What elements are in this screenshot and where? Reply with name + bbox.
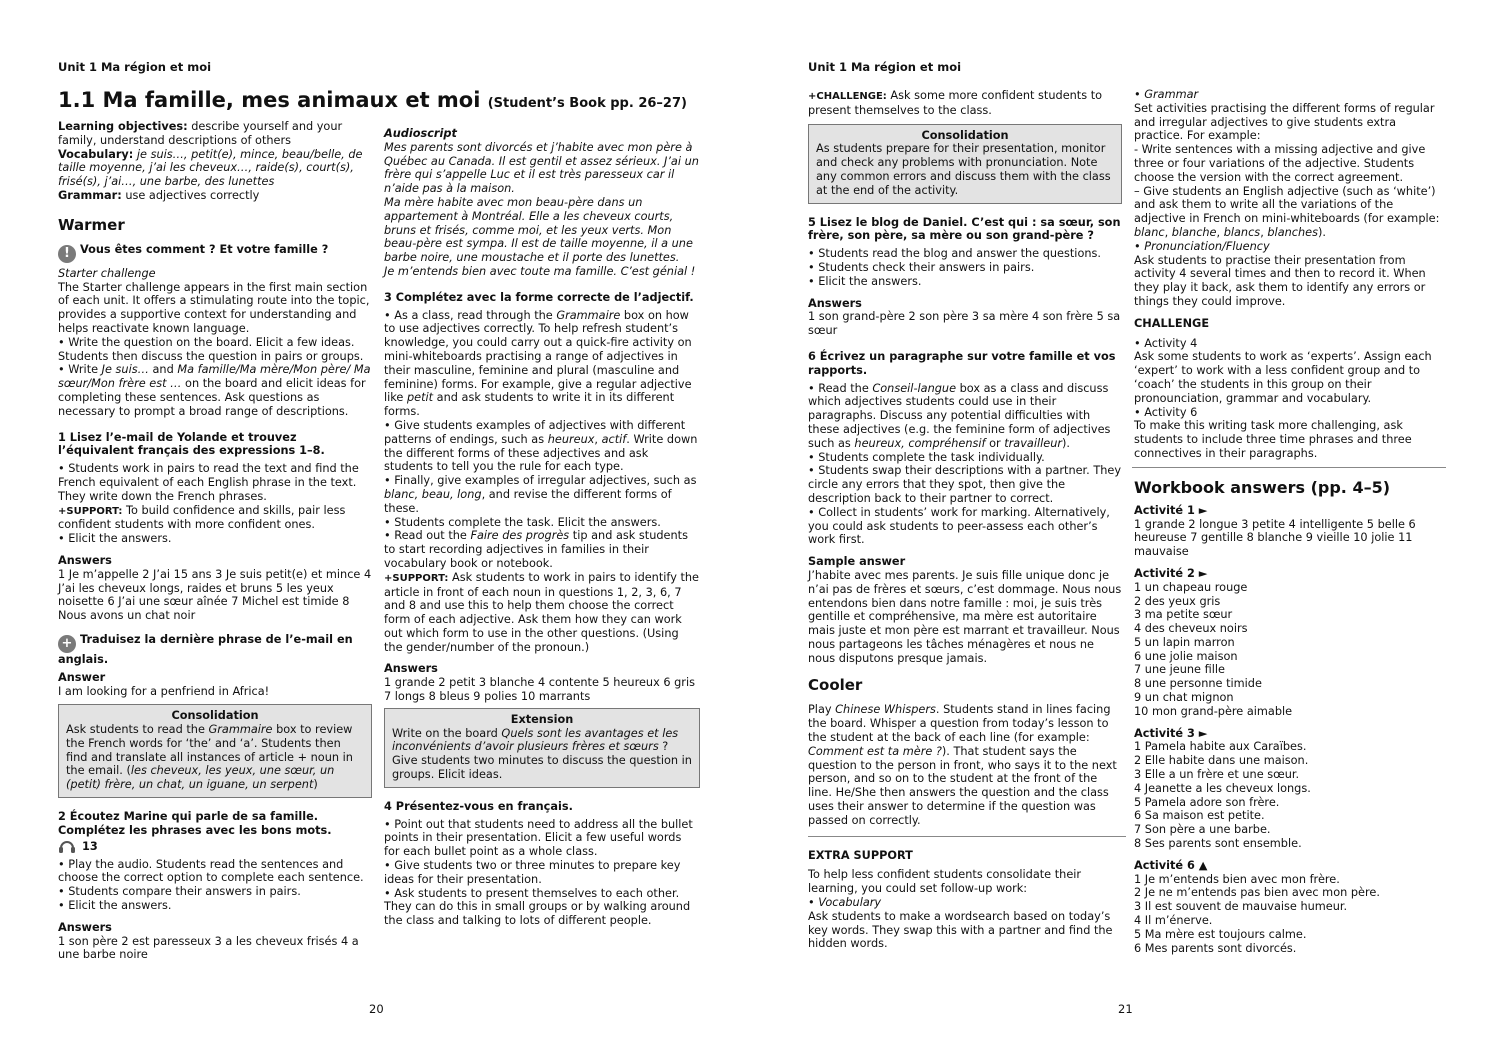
- page-number-left: 20: [369, 1002, 384, 1016]
- column-2: Audioscript Mes parents sont divorcés et j’habite avec mon père à Québec au Canada. Il est gentil et assez sérieux. J’ai un frère qui s’appelle Luc et il est très paresseux car il n’aide pas à la maison. Ma mère habite avec mon beau-père dans un appartement à Montréal. Elle a les cheveux courts, bruns et frisés, comme moi, et les yeux verts. Mon beau-père est sympa. Il est de taille moyenne, il a une barbe noire, une moustache et il porte des lunettes. Je m’entends bien avec toute ma famille. C’est génial ! 3 Complétez avec la forme correcte de l’adjectif. • As a class, read through the Grammaire box on how to use adjectives correctly. To help refresh student’s knowledge, you could carry out a quick-fire activity on mini-whiteboards practising a range of adjectives in their masculine, feminine and plural (masculine and feminine) forms. For example, give a regular adjective like petit and ask students to write it in its different forms. • Give students examples of adjectives with different patterns of endings, such as heureux, actif. Write down the different forms of these adjectives and ask students to tell you the rule for each type. • Finally, give examples of irregular adjectives, such as blanc, beau, long, and revise the different forms of these. • Students complete the task. Elicit the answers. • Read out the Faire des progrès tip and ask students to start recording adjectives in families in their vocabulary book or notebook. +SUPPORT: Ask students to work in pairs to identify the article in front of each noun in questions 1, 2, 3, 6, 7 and 8 and use this to help them choose the correct form of each adjective. Ask them how they can work out which form to use in the other questions. (Using the gender/number of the pronoun.) Answers 1 grande 2 petit 3 blanche 4 contente 5 heureux 6 gris 7 longs 8 bleus 9 polies 10 marrants Extension Write on the board Quels sont les avantages et les inconvénients d’avoir plusieurs frères et sœurs ? Give students two minutes to discuss the question in groups. Elicit ideas. 4 Présentez-vous en français. • Point out that students need to address all the bullet points in their presentation. Elicit a few useful words for each bullet point as a whole class. • Give students two or three minutes to prepare key ideas for their presentation. • Ask students to present themselves to each other. They can do this in small groups or by walking around the class and talking to lots of different people.: [384, 127, 700, 928]
- list-item: 3 Elle a un frère et une sœur.: [1134, 768, 1300, 782]
- exercise-1-answers: 1 Je m’appelle 2 J’ai 15 ans 3 Je suis petit(e) et mince 4 J’ai les cheveux longs, raides et bruns 5 les yeux noisette 6 J’ai une sœur aînée 7 Michel est timide 8 Nous avons un chat noir: [58, 567, 372, 623]
- activity-3-list: [1134, 740, 1446, 850]
- list-item: 4 Jeanette a les cheveux longs.: [1134, 781, 1311, 795]
- list-item: 4 des cheveux noirs: [1134, 622, 1248, 636]
- list-item: 2 Je ne m’entends pas bien avec mon père.: [1134, 886, 1380, 900]
- sample-answer: J’habite avec mes parents. Je suis fille unique donc je n’ai pas de frères et sœurs, c’est dommage. Nous nous entendons bien dans notre famille : moi, je suis très gentille et compréhensive, ma mère est autoritaire mais juste et mon père est marrant et travailleur. Nous nous partageons les tâches ménagères et nous ne nous disputons presque jamais.: [808, 568, 1122, 665]
- activity-1-answers: 1 grande 2 longue 3 petite 4 intelligente 5 belle 6 heureuse 7 gentille 8 blanche 9 vieille 10 jolie 11 mauvaise: [1134, 517, 1416, 559]
- plus-circle-icon: +: [58, 635, 76, 653]
- list-item: 6 Sa maison est petite.: [1134, 809, 1265, 823]
- cooler-heading: Cooler: [808, 676, 863, 695]
- page-title: 1.1 Ma famille, mes animaux et moi (Student’s Book pp. 26–27): [58, 88, 687, 112]
- exercise-5-title: 5 Lisez le blog de Daniel. C’est qui : sa sœur, son frère, son père, sa mère ou son grand-père ?: [808, 215, 1121, 243]
- list-item: 3 Il est souvent de mauvaise humeur.: [1134, 900, 1348, 914]
- list-item: 5 un lapin marron: [1134, 635, 1235, 649]
- list-item: 4 Il m’énerve.: [1134, 914, 1213, 928]
- translate-title: + Traduisez la dernière phrase de l’e-mail en anglais.: [58, 632, 353, 666]
- list-item: 6 Mes parents sont divorcés.: [1134, 941, 1297, 955]
- list-item: 2 Elle habite dans une maison.: [1134, 754, 1309, 768]
- list-item: 8 une personne timide: [1134, 677, 1262, 691]
- column-1: Learning objectives: describe yourself and your family, understand descriptions of others Vocabulary: je suis…, petit(e), mince, beau/belle, de taille moyenne, j’ai les cheveux…, raide(s), court(s), frisé(s), j’ai…, une barbe, des lunettes Grammar: use adjectives correctly Warmer ! Vous êtes comment ? Et votre famille ? Starter challenge The Starter challenge appears in the first main section of each unit. It offers a stimulating route into the topic, provides a supportive context for understanding and helps reactivate known language. • Write the question on the board. Elicit a few ideas. Students then discuss the question in pairs or groups. • Write Je suis… and Ma famille/Ma mère/Mon père/ Ma sœur/Mon frère est … on the board and elicit ideas for completing these sentences. Ask questions as necessary to prompt a broad range of descriptions. 1 Lisez l’e-mail de Yolande et trouvez l’équivalent français des expressions 1–8. • Students work in pairs to read the text and find the French equivalent of each English phrase in the text. They write down the French phrases. +SUPPORT: To build confidence and skills, pair less confident students with more confident ones. • Elicit the answers. Answers 1 Je m’appelle 2 J’ai 15 ans 3 Je suis petit(e) et mince 4 J’ai les cheveux longs, raides et bruns 5 les yeux noisette 6 J’ai une sœur aînée 7 Michel est timide 8 Nous avons un chat noir + Traduisez la dernière phrase de l’e-mail en anglais. Answer I am looking for a penfriend in Africa! Consolidation Ask students to read the Grammaire box to review the French words for ‘the’ and ‘a’. Students then find and translate all instances of article + noun in the email. (les cheveux, les yeux, une sœur, un (petit) frère, un chat, un iguane, un serpent) 2 Écoutez Marine qui parle de sa famille. Complétez les phrases avec les bons mots. 13 • Play the audio. Students read the sentences and choose the correct option to complete each sentence. • Students compare their answers in pairs. • Elicit the answers. Answers 1 son père 2 est paresseux 3 a les cheveux frisés 4 a une barbe noire: [58, 120, 372, 962]
- activity-6-list: [1134, 873, 1446, 956]
- list-item: 7 Son père a une barbe.: [1134, 823, 1271, 837]
- list-item: 6 une jolie maison: [1134, 649, 1238, 663]
- extra-support-heading: EXTRA SUPPORT: [808, 848, 913, 862]
- list-item: 1 un chapeau rouge: [1134, 580, 1248, 594]
- list-item: 3 ma petite sœur: [1134, 608, 1233, 622]
- exercise-1-title: 1 Lisez l’e-mail de Yolande et trouvez l’équivalent français des expressions 1–8.: [58, 430, 325, 458]
- list-item: 7 une jeune fille: [1134, 663, 1225, 677]
- consolidation-box: Consolidation Ask students to read the Grammaire box to review the French words for ‘the’ and ‘a’. Students then find and translate all instances of article + noun in the email. (les cheveux, les yeux, une sœur, un (petit) frère, un chat, un iguane, un serpent): [58, 704, 372, 798]
- workbook-heading: Workbook answers (pp. 4–5): [1134, 477, 1391, 497]
- exercise-2-answers: 1 son père 2 est paresseux 3 a les cheveux frisés 4 a une barbe noire: [58, 934, 359, 962]
- list-item: 5 Ma mère est toujours calme.: [1134, 927, 1307, 941]
- page-number-right: 21: [1118, 1002, 1133, 1016]
- activity-2-list: [1134, 581, 1446, 719]
- unit-header-right: Unit 1 Ma région et moi: [808, 60, 962, 74]
- column-4: • Grammar Set activities practising the different forms of regular and irregular adjectives to give students extra practice. For example: - Write sentences with a missing adjective and give three or four variations of the adjective. Students choose the version with the correct agreement. – Give students an English adjective (such as ‘white’) and ask them to write all the variations of the adjective in French on mini-whiteboards (for example: blanc, blanche, blancs, blanches). • Pronunciation/Fluency Ask students to practise their presentation from activity 4 several times and then to record it. When they play it back, ask them to identify any errors or things they could improve. CHALLENGE • Activity 4 Ask some students to work as ‘experts’. Assign each ‘expert’ to work with a less confident group and to ‘coach’ the students in this group on their pronounciation, grammar and vocabulary. • Activity 6 To make this writing task more challenging, ask students to include three time phrases and three connectives in their paragraphs. Workbook answers (pp. 4–5) Activité 1 ► 1 grande 2 longue 3 petite 4 intelligente 5 belle 6 heureuse 7 gentille 8 blanche 9 vieille 10 jolie 11 mauvaise Activité 2 ► 1 un chapeau rouge 2 des yeux gris 3 ma petite sœur 4 des cheveux noirs 5 un lapin marron 6 une jolie maison 7 une jeune fille 8 une personne timide 9 un chat mignon 10 mon grand-père aimable Activité 3 ► 1 Pamela habite aux Caraïbes. 2 Elle habite dans une maison. 3 Elle a un frère et une sœur. 4 Jeanette a les cheveux longs. 5 Pamela adore son frère. 6 Sa maison est petite. 7 Son père a une barbe. 8 Ses parents sont ensemble. Activité 6 ▲ 1 Je m’entends bien avec mon frère. 2 Je ne m’entends pas bien avec mon père. 3 Il est souvent de mauvaise humeur. 4 Il m’énerve. 5 Ma mère est toujours calme. 6 Mes parents sont divorcés.: [1134, 88, 1446, 955]
- list-item: 2 des yeux gris: [1134, 594, 1221, 608]
- exercise-5-answers: 1 son grand-père 2 son père 3 sa mère 4 son frère 5 sa sœur: [808, 310, 1121, 338]
- list-item: 1 Pamela habite aux Caraïbes.: [1134, 740, 1307, 754]
- list-item: 10 mon grand-père aimable: [1134, 704, 1293, 718]
- exercise-2-title: 2 Écoutez Marine qui parle de sa famille. Complétez les phrases avec les bons mots.: [58, 810, 332, 837]
- list-item: 1 Je m’entends bien avec mon frère.: [1134, 872, 1340, 886]
- list-item: 9 un chat mignon: [1134, 691, 1234, 705]
- consolidation-box-2: Consolidation As students prepare for their presentation, monitor and check any problems with pronunciation. Note any common errors and discuss them with the class at the end of the activity.: [808, 124, 1122, 204]
- exercise-4-title: 4 Présentez-vous en français.: [384, 799, 573, 813]
- column-3: +CHALLENGE: Ask some more confident students to present themselves to the class. Consolidation As students prepare for their presentation, monitor and check any problems with pronunciation. Note any common errors and discuss them with the class at the end of the activity. 5 Lisez le blog de Daniel. C’est qui : sa sœur, son frère, son père, sa mère ou son grand-père ? • Students read the blog and answer the questions. • Students check their answers in pairs. • Elicit the answers. Answers 1 son grand-père 2 son père 3 sa mère 4 son frère 5 sa sœur 6 Écrivez un paragraphe sur votre famille et vos rapports. • Read the Conseil-langue box as a class and discuss which adjectives students could use in their paragraphs. Discuss any potential difficulties with these adjectives (e.g. the feminine form of adjectives such as heureux, compréhensif or travailleur). • Students complete the task individually. • Students swap their descriptions with a partner. They circle any errors that they spot, then give the description back to their partner to correct. • Collect in students’ work for marking. Alternatively, you could ask students to peer-assess each other’s work first. Sample answer J’habite avec mes parents. Je suis fille unique donc je n’ai pas de frères et sœurs, c’est dommage. Nous nous entendons bien dans notre famille : moi, je suis très gentille et compréhensive, ma mère est autoritaire mais juste et mon père est marrant et travailleur. Nous nous partageons les tâches ménagères et nous ne nous disputons presque jamais. Cooler Play Chinese Whispers. Students stand in lines facing the board. Whisper a question from today’s lesson to the student at the back of each line (for example: Comment est ta mère ?). That student says the question to the person in front, who says it to the next person, and so on to the student at the front of the line. He/She then answers the question and the class uses their answer to determine if the question was passed on correctly. EXTRA SUPPORT To help less confident students consolidate their learning, you could set follow-up work: • Vocabulary Ask students to make a wordsearch based on today’s key words. They swap this with a partner and find the hidden words.: [808, 89, 1122, 951]
- exercise-6-title: 6 Écrivez un paragraphe sur votre famille et vos rapports.: [808, 349, 1116, 377]
- list-item: 5 Pamela adore son frère.: [1134, 795, 1280, 809]
- challenge-heading: CHALLENGE: [1134, 316, 1210, 330]
- exercise-3-answers: 1 grande 2 petit 3 blanche 4 contente 5 heureux 6 gris 7 longs 8 bleus 9 polies 10 marrants: [384, 676, 695, 704]
- list-item: 8 Ses parents sont ensemble.: [1134, 837, 1302, 851]
- extension-box: Extension Write on the board Quels sont les avantages et les inconvénients d’avoir plusieurs frères et sœurs ? Give students two minutes to discuss the question in groups. Elicit ideas.: [384, 708, 700, 788]
- headphones-icon: [58, 838, 76, 854]
- exercise-3-title: 3 Complétez avec la forme correcte de l’adjectif.: [384, 290, 694, 304]
- audioscript: Mes parents sont divorcés et j’habite avec mon père à Québec au Canada. Il est gentil et assez sérieux. J’ai un frère qui s’appelle Luc et il est très paresseux car il n’aide pas à la maison.: [384, 140, 699, 196]
- warmer-heading: Warmer: [58, 215, 125, 234]
- unit-header-left: Unit 1 Ma région et moi: [58, 60, 212, 74]
- exclamation-circle-icon: !: [58, 245, 76, 263]
